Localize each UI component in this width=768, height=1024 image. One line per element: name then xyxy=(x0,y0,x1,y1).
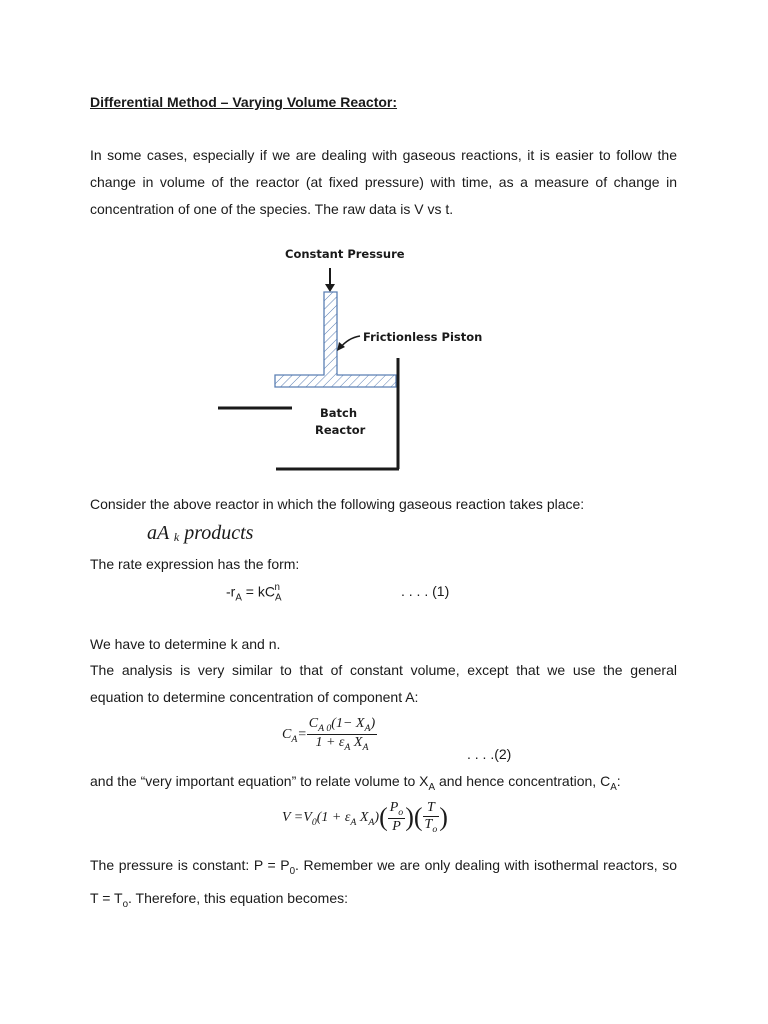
volume-equation: $V =V_0(1 + \varepsilon_A$ $X_A$)( $\frac{P_o}{P}$ )( $\frac{T}{T_o}$ ) xyxy=(282,800,448,835)
important-equation-line: and the “very important equation” to relate volume to $X_A$ and hence concentration, $C_A$: xyxy=(90,773,621,793)
equation-1-number: . . . . (1) xyxy=(401,583,450,599)
intro-paragraph: In some cases, especially if we are dealing with gaseous reactions, it is easier to follow the change in volume of the reactor (at fixed pressure) with time, as a measure of change in concentration of one of the species. The raw data is V vs t. xyxy=(90,147,677,217)
rate-intro-line: The rate expression has the form: xyxy=(90,556,300,572)
equation-2-number: . . . .(2) xyxy=(467,746,512,762)
pressure-paragraph: The pressure is constant: $P = P_0$. Remember we are only dealing with isothermal reactors, so $T = T_o$. Therefore, this equation becomes: xyxy=(90,857,678,910)
reaction-products: products xyxy=(184,522,254,544)
pressure-arrowhead xyxy=(325,284,335,292)
determine-line: We have to determine k and n. xyxy=(90,636,281,652)
reaction-equation xyxy=(147,522,253,545)
reaction-reactant: aA xyxy=(147,522,169,544)
rate-constant-arrow: k xyxy=(173,530,180,544)
reactor-diagram xyxy=(200,238,500,478)
frictionless-piston-label: Frictionless Piston xyxy=(363,330,483,344)
consider-line: Consider the above reactor in which the following gaseous reaction takes place: xyxy=(90,496,585,512)
section-heading: Differential Method – Varying Volume Reactor: xyxy=(90,94,398,110)
analysis-paragraph: The analysis is very similar to that of constant volume, except that we use the general equation to determine concentration of component A: xyxy=(90,662,677,705)
constant-pressure-label: Constant Pressure xyxy=(285,247,405,261)
reactor-label: Reactor xyxy=(315,423,366,437)
batch-label: Batch xyxy=(320,406,358,420)
concentration-equation: $C_A=$ $\frac{C_{A 0}(1- X_A)}{1 + \varepsilon_A X_A}$ xyxy=(282,716,376,753)
rate-equation: $-r_A = kC_A^n$ xyxy=(226,582,282,604)
